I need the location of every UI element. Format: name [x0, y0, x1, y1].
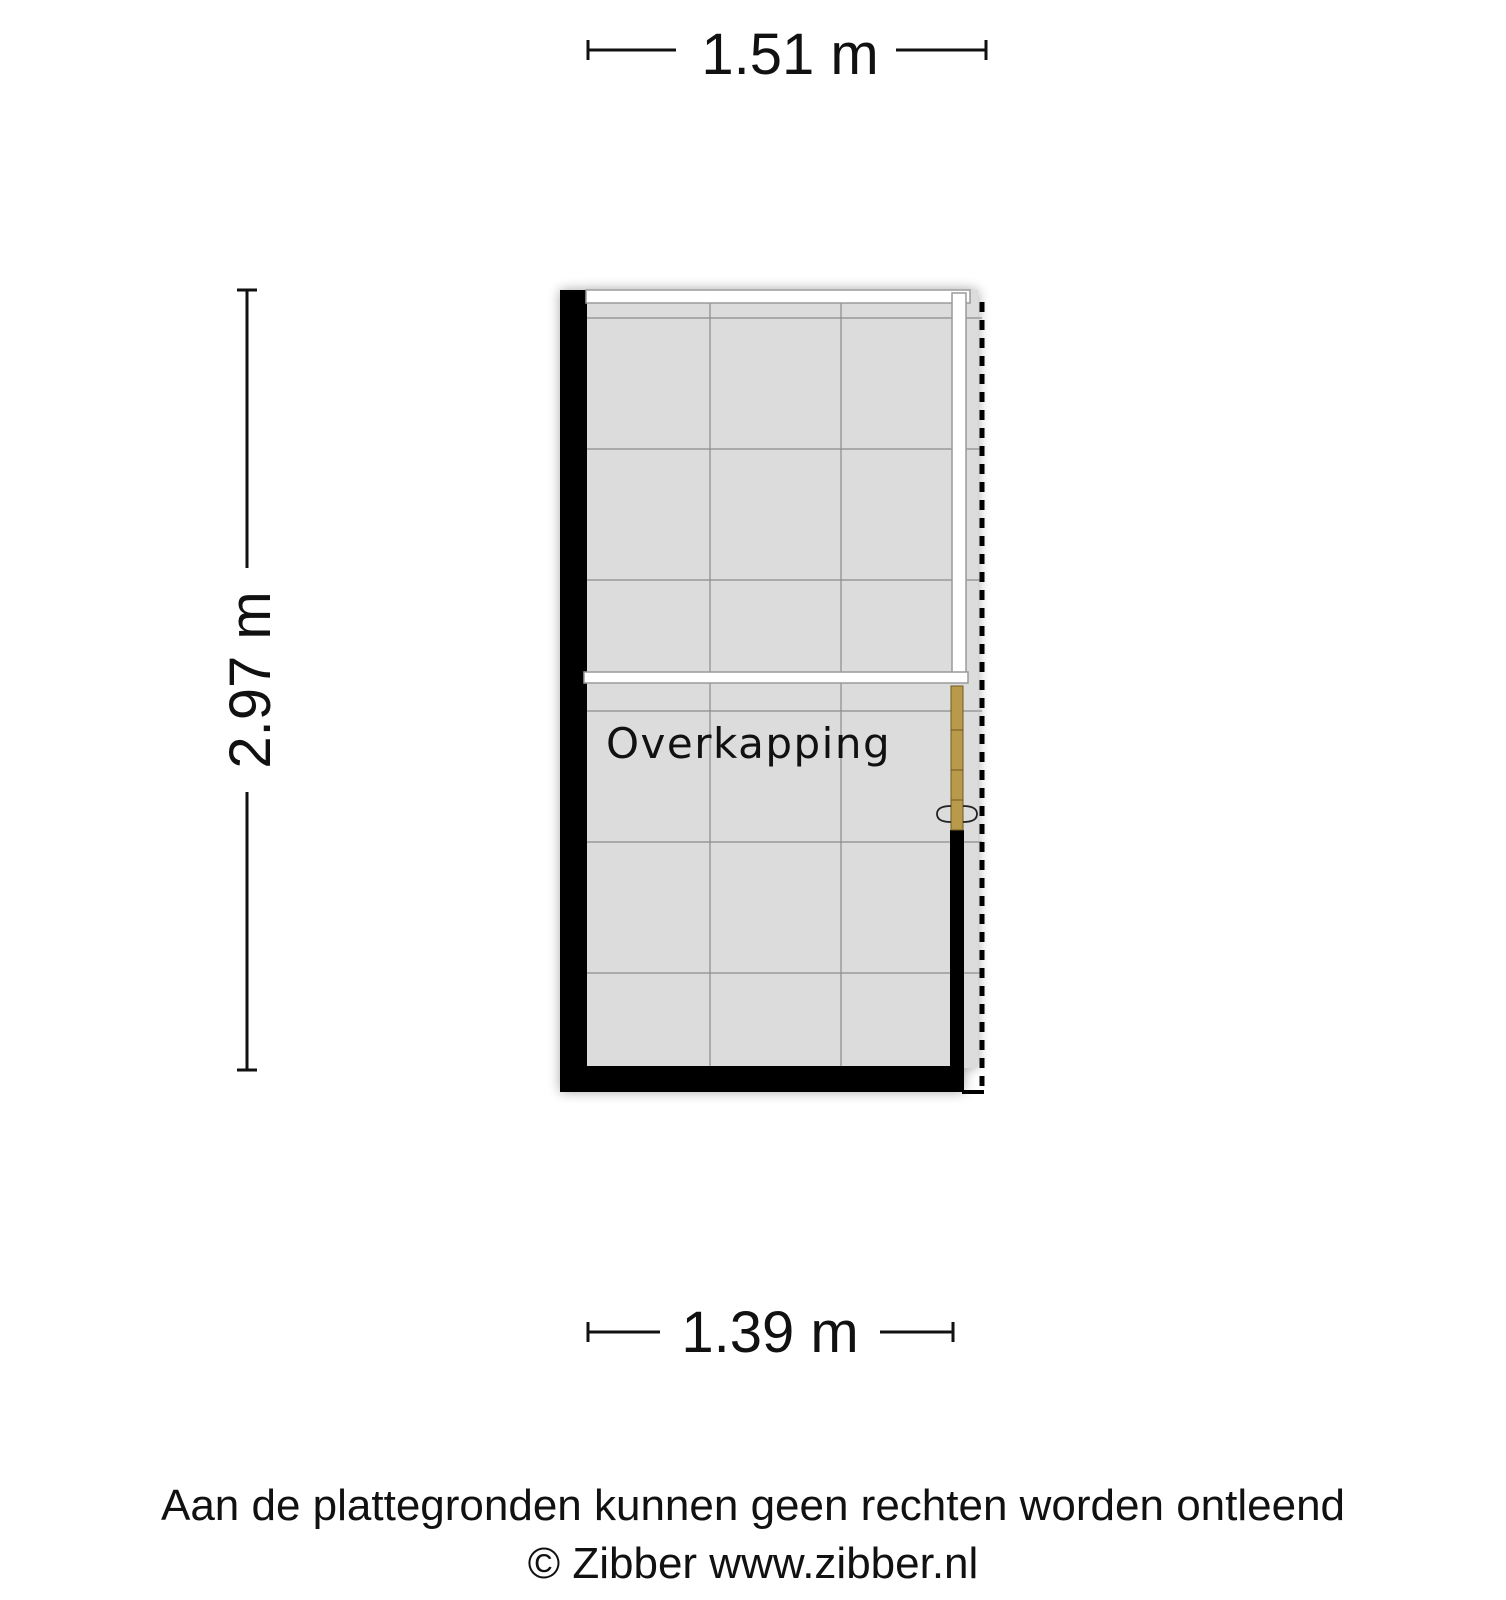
footer-credit: © Zibber www.zibber.nl: [527, 1539, 979, 1588]
room-overkapping: [560, 290, 982, 1092]
dimension-left: [218, 290, 283, 1070]
dimension-bottom-label: 1.39 m: [681, 1300, 859, 1365]
wall-left: [560, 290, 587, 1092]
dimension-bottom: [588, 1300, 953, 1365]
room-label: Overkapping: [606, 719, 892, 768]
door-panel: [951, 686, 963, 830]
dimension-top-label: 1.51 m: [701, 22, 879, 87]
beam-middle: [584, 672, 968, 683]
wall-bottom: [560, 1066, 964, 1092]
beam-top: [586, 290, 970, 303]
beam-right: [952, 293, 966, 678]
wall-right-lower: [950, 830, 964, 1092]
footer-disclaimer: Aan de plattegronden kunnen geen rechten worden ontleend: [160, 1481, 1346, 1530]
dimension-top: [588, 22, 986, 87]
dimension-left-label: 2.97 m: [218, 591, 283, 769]
